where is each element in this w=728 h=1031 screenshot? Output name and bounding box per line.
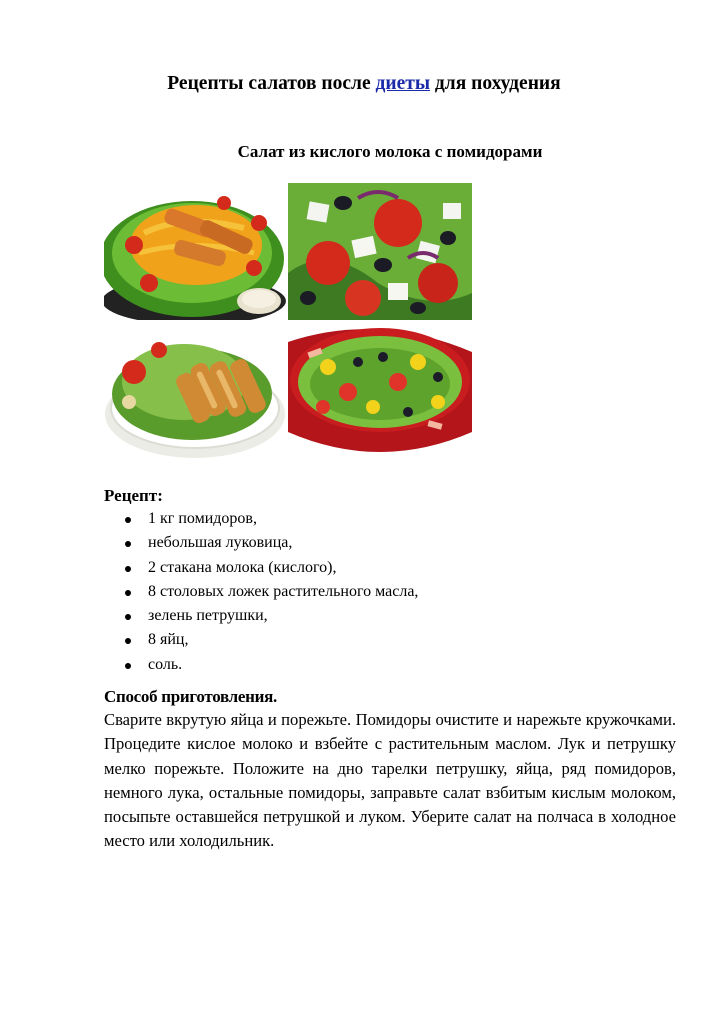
bullet-icon [125, 663, 131, 669]
bullet-icon [125, 614, 131, 620]
ingredients-list [104, 507, 684, 677]
caesar-salad-photo [104, 322, 286, 461]
bullet-icon [125, 517, 131, 523]
chicken-salad-photo [104, 183, 286, 320]
diet-link[interactable]: диеты [375, 73, 431, 94]
salad-photo-collage [104, 183, 472, 461]
page-title: Рецепты салатов после диеты для похудения [167, 73, 561, 94]
list-item: 8 столовых ложек растительного масла, [104, 580, 684, 604]
bullet-icon [125, 590, 131, 596]
greek-salad-photo [288, 183, 472, 320]
recipe-title: Салат из кислого молока с помидорами [237, 142, 543, 161]
ingredients-heading: Рецепт: [104, 486, 163, 505]
bullet-icon [125, 541, 131, 547]
list-item: зелень петрушки, [104, 604, 684, 628]
list-item: соль. [104, 653, 684, 677]
list-item: 2 стакана молока (кислого), [104, 556, 684, 580]
method-text: Сварите вкрутую яйца и порежьте. Помидоры очистите и нарежьте кружочками. Процедите кислое молоко и взбейте с растительным маслом. Лук и петрушку мелко порежьте. Положите на дно тарелки петрушку, яйца, ряд помидоров, немного лука, остальные помидоры, заправьте салат взбитым кислым молоком, посыпьте оставшейся петрушкой и луком. Уберите салат на полчаса в холодное место или холодильник. [104, 710, 676, 851]
list-item: небольшая луковица, [104, 531, 684, 555]
bullet-icon [125, 566, 131, 572]
bullet-icon [125, 638, 131, 644]
list-item: 8 яйц, [104, 628, 684, 652]
method-heading: Способ приготовления. [104, 687, 277, 706]
vegetable-salad-bowl-photo [288, 322, 472, 461]
list-item: 1 кг помидоров, [104, 507, 684, 531]
